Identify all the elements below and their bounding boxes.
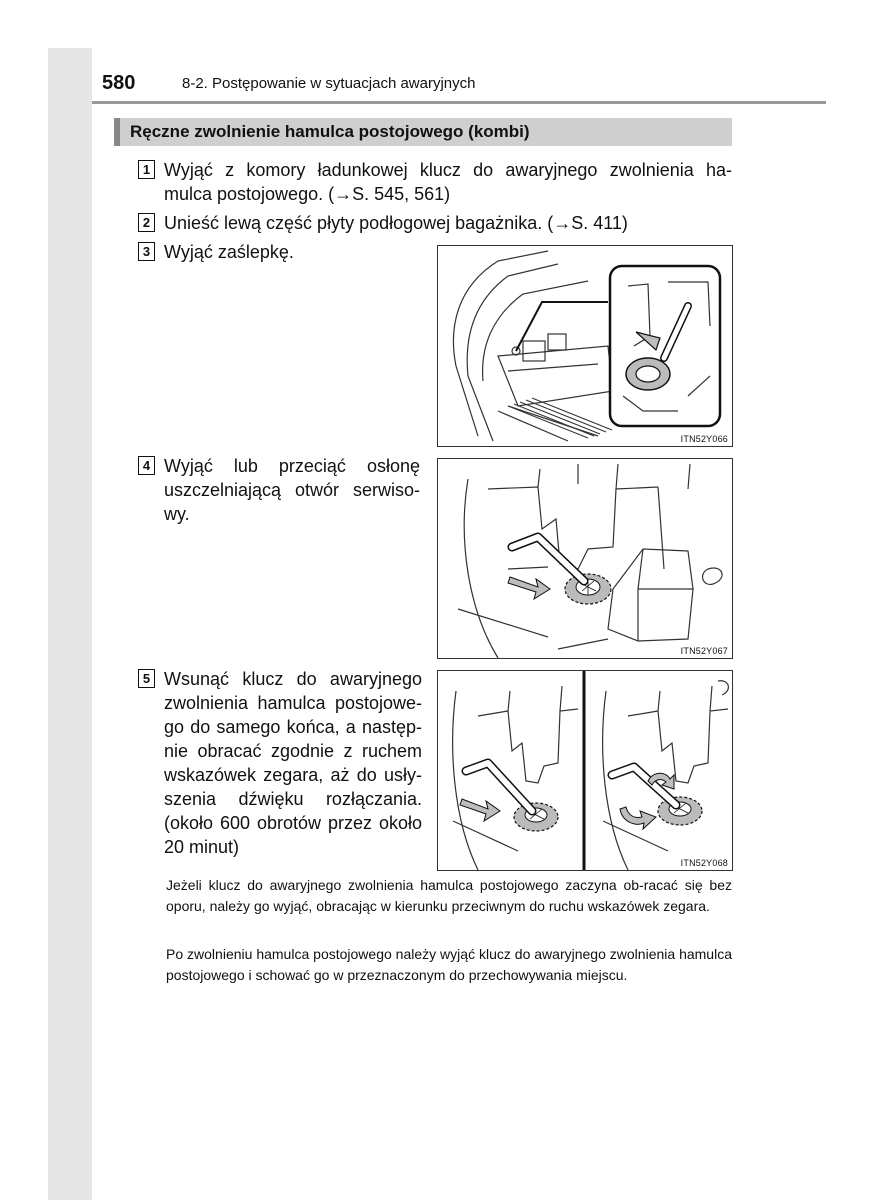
trunk-cap-illustration xyxy=(438,246,732,446)
step-number: 5 xyxy=(138,669,155,688)
step-text-line: wy. xyxy=(164,504,190,524)
page-number: 580 xyxy=(102,72,136,94)
step-text-line: Wyjąć z komory ładunkowej klucz do awaryjnego zwolnienia ha- xyxy=(164,160,732,180)
figure-code: ITN52Y067 xyxy=(680,646,728,656)
step-text-line: go do samego końca, a następ- xyxy=(164,717,422,737)
step-text-line: 20 minut) xyxy=(164,837,240,857)
step-text-line: wskazówek zegara, aż do usły- xyxy=(164,765,422,785)
rotate-key-illustration xyxy=(438,671,732,870)
step-text-line: (około 600 obrotów przez około xyxy=(164,813,422,833)
step-text-line: Wsunąć klucz do awaryjnego xyxy=(164,669,422,689)
step-number: 3 xyxy=(138,242,155,261)
figure-insert-rotate-key xyxy=(437,670,733,871)
page-side-band xyxy=(48,48,92,1200)
step-text-line: szenia dźwięku rozłączania. xyxy=(164,789,422,809)
step-text-line: Unieść lewą część płyty podłogowej bagażnika. (→S. 411) xyxy=(164,213,628,233)
step-number: 2 xyxy=(138,213,155,232)
note-paragraph: Jeżeli klucz do awaryjnego zwolnienia hamulca postojowego zaczyna ob-racać się bez oporu, należy go wyjąć, obracając w kierunku przeciwnym do ruchu wskazówek zegara. xyxy=(166,877,732,914)
header-divider xyxy=(92,101,826,104)
step-text-line: Wyjąć lub przeciąć osłonę xyxy=(164,456,420,476)
figure-service-hole-cover xyxy=(437,458,733,659)
step-text-line: Wyjąć zaślepkę. xyxy=(164,242,294,262)
step-text-line: mulca postojowego. (→S. 545, 561) xyxy=(164,184,451,204)
note-paragraph: Po zwolnieniu hamulca postojowego należy wyjąć klucz do awaryjnego zwolnienia hamulca postojowego i schować go w przeznaczonym do przechowywania miejscu. xyxy=(166,946,732,983)
step-number: 4 xyxy=(138,456,155,475)
step-text-line: zwolnienia hamulca postojowe- xyxy=(164,693,422,713)
figure-code: ITN52Y068 xyxy=(680,858,728,868)
step-text-line: nie obracać zgodnie z ruchem xyxy=(164,741,422,761)
step-number: 1 xyxy=(138,160,155,179)
service-hole-illustration xyxy=(438,459,732,658)
step-text-line: uszczelniającą otwór serwiso- xyxy=(164,480,420,500)
figure-trunk-cap xyxy=(437,245,733,447)
figure-code: ITN52Y066 xyxy=(680,434,728,444)
chapter-title: 8-2. Postępowanie w sytuacjach awaryjnych xyxy=(182,75,476,92)
section-heading: Ręczne zwolnienie hamulca postojowego (kombi) xyxy=(114,118,732,146)
